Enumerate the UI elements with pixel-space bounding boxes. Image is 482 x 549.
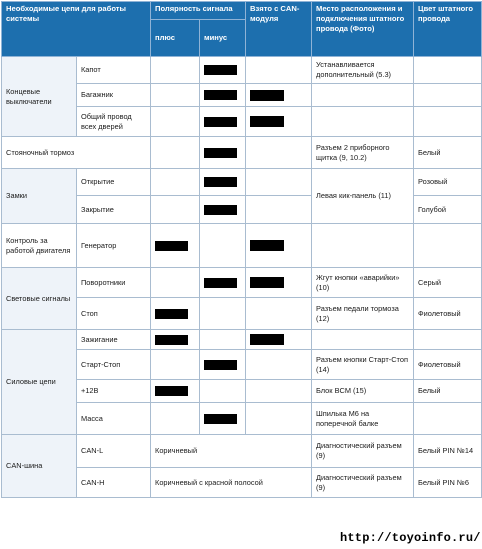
cell-generator-plus xyxy=(151,224,200,268)
cell-open-color: Розовый xyxy=(414,169,482,196)
group-locks: Замки xyxy=(2,169,77,224)
cell-turn-plus xyxy=(151,268,200,298)
header-can: Взято с CAN-модуля xyxy=(246,2,312,57)
cell-startstop-minus xyxy=(200,350,246,380)
row-trunk: Багажник xyxy=(77,84,151,107)
cell-trunk-location xyxy=(312,84,414,107)
cell-turn-can xyxy=(246,268,312,298)
cell-generator-can xyxy=(246,224,312,268)
cell-mass-color xyxy=(414,403,482,435)
cell-plus12-plus xyxy=(151,380,200,403)
cell-hood-color xyxy=(414,57,482,84)
cell-generator-location xyxy=(312,224,414,268)
signal-marker xyxy=(155,241,188,251)
row-generator: Генератор xyxy=(77,224,151,268)
cell-parking-plus xyxy=(151,137,200,169)
cell-hood-plus xyxy=(151,57,200,84)
cell-ignition-color xyxy=(414,330,482,350)
cell-generator-color xyxy=(414,224,482,268)
row-canl: CAN-L xyxy=(77,435,151,468)
cell-open-plus xyxy=(151,169,200,196)
row-turn: Поворотники xyxy=(77,268,151,298)
row-open: Открытие xyxy=(77,169,151,196)
cell-mass-location: Шпилька М6 на поперечной балке xyxy=(312,403,414,435)
cell-startstop-location: Разъем кнопки Старт-Стоп (14) xyxy=(312,350,414,380)
header-polarity: Полярность сигнала xyxy=(151,2,246,20)
cell-stop-can xyxy=(246,298,312,330)
signal-marker xyxy=(155,335,188,345)
cell-ignition-minus xyxy=(200,330,246,350)
row-doors: Общий провод всех дверей xyxy=(77,107,151,137)
cell-startstop-color: Фиолетовый xyxy=(414,350,482,380)
cell-generator-minus xyxy=(200,224,246,268)
cell-turn-minus xyxy=(200,268,246,298)
group-limit-switches: Концевые выключатели xyxy=(2,57,77,137)
row-ignition: Зажигание xyxy=(77,330,151,350)
group-can: CAN-шина xyxy=(2,435,77,498)
row-startstop: Старт-Стоп xyxy=(77,350,151,380)
cell-open-minus xyxy=(200,169,246,196)
cell-trunk-can xyxy=(246,84,312,107)
group-engine-control: Контроль за работой двигателя xyxy=(2,224,77,268)
row-parking-brake: Стояночный тормоз xyxy=(2,137,151,169)
header-wire-color: Цвет штатного провода xyxy=(414,2,482,57)
watermark-url: http://toyoinfo.ru/ xyxy=(340,531,481,545)
row-hood: Капот xyxy=(77,57,151,84)
cell-ignition-location xyxy=(312,330,414,350)
cell-startstop-can xyxy=(246,350,312,380)
row-close: Закрытие xyxy=(77,196,151,224)
cell-close-plus xyxy=(151,196,200,224)
cell-doors-minus xyxy=(200,107,246,137)
cell-close-color: Голубой xyxy=(414,196,482,224)
cell-startstop-plus xyxy=(151,350,200,380)
cell-doors-can xyxy=(246,107,312,137)
cell-hood-minus xyxy=(200,57,246,84)
cell-doors-color xyxy=(414,107,482,137)
cell-canl-location: Диагностический разъем (9) xyxy=(312,435,414,468)
cell-canl-color: Белый PIN №14 xyxy=(414,435,482,468)
cell-trunk-color xyxy=(414,84,482,107)
row-plus12: +12В xyxy=(77,380,151,403)
row-stop: Стоп xyxy=(77,298,151,330)
signal-marker xyxy=(204,278,237,288)
signal-marker xyxy=(250,90,284,101)
cell-canh-location: Диагностический разъем (9) xyxy=(312,468,414,498)
cell-close-can xyxy=(246,196,312,224)
cell-parking-can xyxy=(246,137,312,169)
cell-stop-minus xyxy=(200,298,246,330)
signal-marker xyxy=(204,90,237,100)
signal-marker xyxy=(204,117,237,127)
cell-close-minus xyxy=(200,196,246,224)
group-light-signals: Световые сигналы xyxy=(2,268,77,330)
header-plus: плюс xyxy=(151,20,200,57)
cell-stop-location: Разъем педали тормоза (12) xyxy=(312,298,414,330)
cell-canh-wire: Коричневый с красной полосой xyxy=(151,468,312,498)
row-canh: CAN-H xyxy=(77,468,151,498)
signal-marker xyxy=(250,240,284,251)
cell-doors-location xyxy=(312,107,414,137)
cell-mass-plus xyxy=(151,403,200,435)
cell-turn-color: Серый xyxy=(414,268,482,298)
cell-mass-minus xyxy=(200,403,246,435)
cell-trunk-minus xyxy=(200,84,246,107)
cell-mass-can xyxy=(246,403,312,435)
cell-canh-color: Белый PIN №6 xyxy=(414,468,482,498)
cell-stop-color: Фиолетовый xyxy=(414,298,482,330)
cell-canl-wire: Коричневый xyxy=(151,435,312,468)
cell-parking-color: Белый xyxy=(414,137,482,169)
cell-hood-can xyxy=(246,57,312,84)
header-circuits: Необходимые цепи для работы системы xyxy=(2,2,151,57)
cell-plus12-color: Белый xyxy=(414,380,482,403)
cell-plus12-can xyxy=(246,380,312,403)
cell-parking-location: Разъем 2 приборного щитка (9, 10.2) xyxy=(312,137,414,169)
signal-marker xyxy=(204,65,237,75)
cell-locks-location: Левая кик-панель (11) xyxy=(312,169,414,224)
signal-marker xyxy=(250,277,284,288)
wiring-table xyxy=(1,1,482,498)
cell-ignition-plus xyxy=(151,330,200,350)
signal-marker xyxy=(204,360,237,370)
cell-ignition-can xyxy=(246,330,312,350)
cell-hood-location: Устанавливается дополнительный (5.3) xyxy=(312,57,414,84)
signal-marker xyxy=(204,177,237,187)
signal-marker xyxy=(155,309,188,319)
row-mass: Масса xyxy=(77,403,151,435)
group-power: Силовые цепи xyxy=(2,330,77,435)
signal-marker xyxy=(250,334,284,345)
header-location: Место расположения и подключения штатного провода (Фото) xyxy=(312,2,414,57)
header-minus: минус xyxy=(200,20,246,57)
cell-open-can xyxy=(246,169,312,196)
signal-marker xyxy=(250,116,284,127)
signal-marker xyxy=(155,386,188,396)
cell-plus12-location: Блок BCM (15) xyxy=(312,380,414,403)
cell-stop-plus xyxy=(151,298,200,330)
cell-turn-location: Жгут кнопки «аварийки» (10) xyxy=(312,268,414,298)
cell-trunk-plus xyxy=(151,84,200,107)
cell-parking-minus xyxy=(200,137,246,169)
signal-marker xyxy=(204,148,237,158)
signal-marker xyxy=(204,414,237,424)
signal-marker xyxy=(204,205,237,215)
cell-plus12-minus xyxy=(200,380,246,403)
cell-doors-plus xyxy=(151,107,200,137)
